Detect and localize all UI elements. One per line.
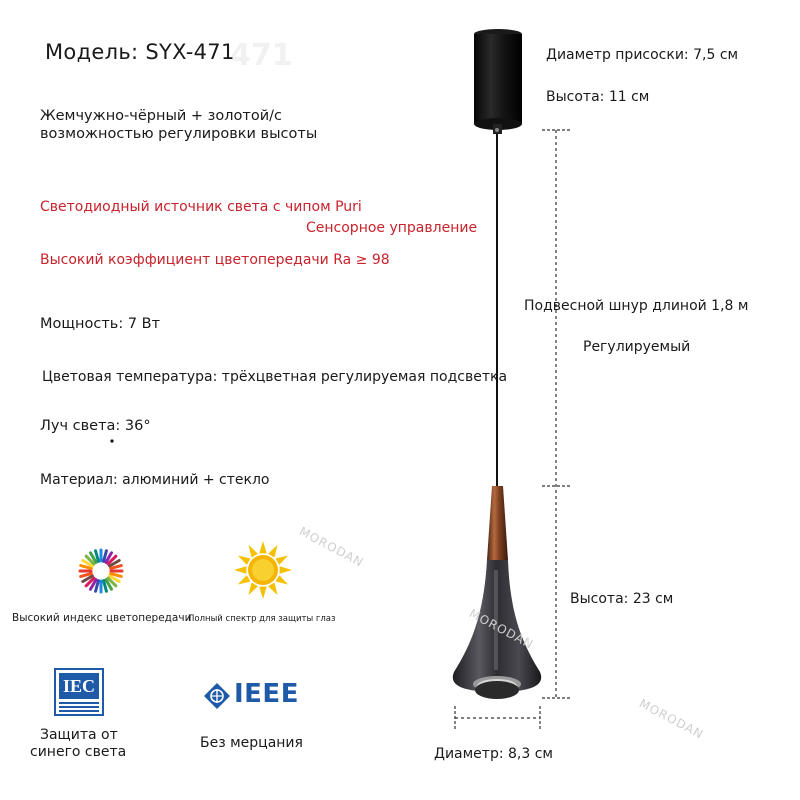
material-spec: Материал: алюминий + стекло [40, 472, 270, 488]
ghost-text: 471 [230, 38, 293, 73]
canopy-diameter-label: Диаметр присоски: 7,5 см [546, 47, 739, 63]
canopy-height-label: Высота: 11 см [546, 89, 650, 105]
beam-spec: Луч света: 36° [40, 418, 151, 434]
blue-light-label-line2: синего света [30, 744, 127, 760]
feature-high-cri: Высокий коэффициент цветопередачи Ra ≥ 98 [40, 252, 390, 268]
color-desc-line1: Жемчужно-чёрный + золотой/с [40, 108, 283, 124]
blue-light-label-line1: Защита от [40, 727, 118, 743]
cord-length-label: Подвесной шнур длиной 1,8 м [524, 298, 749, 314]
iec-logo-text: IEC [59, 673, 99, 699]
adjustable-label: Регулируемый [583, 339, 691, 355]
lamp-diameter-label: Диаметр: 8,3 см [434, 746, 553, 762]
model-title: Модель: SYX-471 [45, 40, 235, 64]
cri-icon-label: Высокий индекс цветопередачи [12, 612, 192, 624]
spectrum-icon-label: Полный спектр для защиты глаз [188, 614, 336, 624]
watermark: MORODAN [466, 606, 536, 652]
watermark: MORODAN [296, 524, 366, 570]
feature-touch-control: Сенсорное управление [306, 220, 478, 236]
ieee-logo-text: IEEE [234, 679, 299, 709]
power-spec: Мощность: 7 Вт [40, 316, 161, 332]
color-temp-spec: Цветовая температура: трёхцветная регулируемая подсветка [42, 369, 508, 385]
feature-led-chip: Светодиодный источник света с чипом Puri [40, 199, 362, 215]
color-desc-line2: возможностью регулировки высоты [40, 126, 318, 142]
watermark: MORODAN [636, 696, 706, 742]
lamp-height-label: Высота: 23 см [570, 591, 674, 607]
flicker-free-label: Без мерцания [200, 735, 303, 751]
